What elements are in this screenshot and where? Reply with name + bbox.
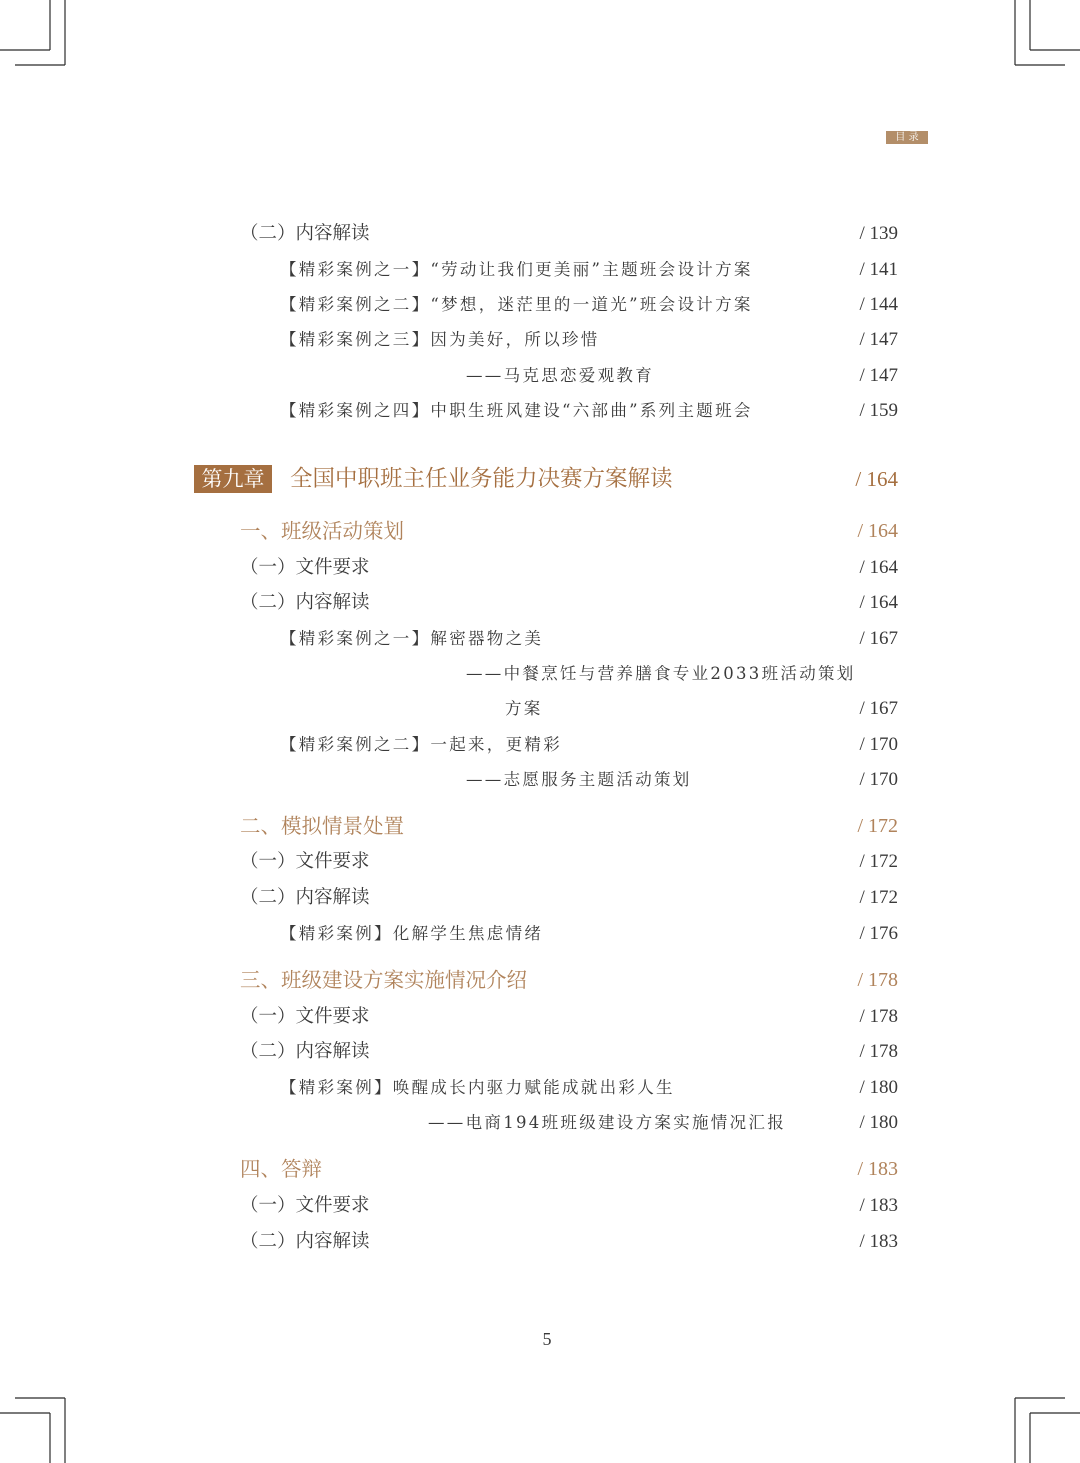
toc-entry: [0, 255, 1080, 285]
toc-entry-title: 【精彩案例之二】“梦想，迷茫里的一道光”班会设计方案: [280, 295, 753, 314]
toc-entry-page: / 172: [859, 851, 898, 872]
crop-mark-top-left: [0, 0, 65, 65]
toc-entry-title: 【精彩案例之三】因为美好，所以珍惜: [280, 330, 600, 349]
toc-entry: [0, 588, 1080, 618]
toc-entry-page: / 159: [859, 400, 898, 421]
section-title: 一、班级活动策划: [240, 519, 404, 543]
toc-entry-title: （一）文件要求: [240, 1195, 370, 1216]
toc-entry: [0, 694, 1080, 724]
toc-entry: [0, 1108, 1080, 1138]
crop-mark-top-right: [1015, 0, 1080, 65]
section-heading: [0, 811, 1080, 841]
section-page: / 164: [857, 520, 898, 542]
toc-entry-page: / 178: [859, 1041, 898, 1062]
toc-entry: [0, 624, 1080, 654]
toc-entry-page: / 141: [859, 259, 898, 280]
section-heading: [0, 965, 1080, 995]
section-page: / 178: [857, 969, 898, 991]
toc-entry: [0, 290, 1080, 320]
toc-entry-page: / 178: [859, 1006, 898, 1027]
toc-entry: [0, 1227, 1080, 1257]
toc-entry-page: / 139: [859, 223, 898, 244]
crop-mark-bottom-left: [0, 1398, 65, 1463]
page-number: 5: [542, 1329, 552, 1349]
toc-entry: [0, 553, 1080, 583]
toc-entry: [0, 396, 1080, 426]
toc-entry: [0, 847, 1080, 877]
toc-entry-subtitle-continued: 方案: [505, 699, 543, 718]
toc-entry-title: （二）内容解读: [240, 1231, 370, 1252]
toc-entry: [0, 919, 1080, 949]
toc-entry-title: 【精彩案例之一】“劳动让我们更美丽”主题班会设计方案: [280, 260, 753, 279]
toc-entry-title: （一）文件要求: [240, 851, 370, 872]
section-page: / 183: [857, 1158, 898, 1180]
toc-entry-page: / 170: [859, 769, 898, 790]
section-heading: [0, 1154, 1080, 1184]
toc-entry-title: 【精彩案例之一】解密器物之美: [280, 629, 544, 648]
toc-entry-page: / 147: [859, 365, 898, 386]
toc-entry-page: / 183: [859, 1195, 898, 1216]
toc-entry: [0, 1002, 1080, 1032]
toc-entry-page: / 176: [859, 923, 898, 944]
section-page: / 172: [857, 815, 898, 837]
chapter-page: / 164: [855, 467, 898, 491]
toc-entry-page: / 180: [859, 1077, 898, 1098]
section-title: 四、答辩: [240, 1157, 322, 1181]
toc-entry: [0, 883, 1080, 913]
toc-entry-page: / 147: [859, 329, 898, 350]
toc-entry: [0, 1191, 1080, 1221]
toc-entry-title: 【精彩案例】唤醒成长内驱力赋能成就出彩人生: [280, 1078, 675, 1097]
section-title: 三、班级建设方案实施情况介绍: [240, 968, 527, 992]
chapter-label-badge: 第九章: [194, 465, 272, 493]
toc-entry-subtitle: ——电商194班班级建设方案实施情况汇报: [428, 1113, 786, 1132]
toc-entry: [0, 219, 1080, 249]
toc-entry-title: （一）文件要求: [240, 557, 370, 578]
toc-entry-title: 【精彩案例之四】中职生班风建设“六部曲”系列主题班会: [280, 401, 753, 420]
section-title: 二、模拟情景处置: [240, 814, 404, 838]
section-heading: [0, 516, 1080, 546]
toc-entry: [0, 659, 1080, 689]
toc-entry-page: / 170: [859, 734, 898, 755]
toc-entry: [0, 1073, 1080, 1103]
running-header-badge: 目 录: [886, 131, 928, 144]
toc-entry: [0, 1037, 1080, 1067]
toc-entry-title: 【精彩案例】化解学生焦虑情绪: [280, 924, 544, 943]
toc-entry-page: / 144: [859, 294, 898, 315]
crop-mark-bottom-right: [1015, 1398, 1080, 1463]
toc-entry-subtitle: ——志愿服务主题活动策划: [466, 770, 692, 789]
toc-entry-title: 【精彩案例之二】一起来，更精彩: [280, 735, 562, 754]
toc-entry-title: （一）文件要求: [240, 1006, 370, 1027]
toc-entry-title: （二）内容解读: [240, 592, 370, 613]
toc-entry-page: / 167: [859, 628, 898, 649]
toc-entry-page: / 172: [859, 887, 898, 908]
toc-entry-subtitle: ——马克思恋爱观教育: [466, 366, 654, 385]
toc-entry-title: （二）内容解读: [240, 223, 370, 244]
toc-entry-subtitle: ——中餐烹饪与营养膳食专业2033班活动策划: [466, 664, 856, 683]
toc-entry-title: （二）内容解读: [240, 1041, 370, 1062]
toc-entry-page: / 164: [859, 592, 898, 613]
toc-entry-title: （二）内容解读: [240, 887, 370, 908]
toc-entry: [0, 730, 1080, 760]
toc-entry: [0, 325, 1080, 355]
toc-entry-page: / 167: [859, 698, 898, 719]
toc-entry-page: / 183: [859, 1231, 898, 1252]
toc-entry-page: / 164: [859, 557, 898, 578]
toc-entry: [0, 765, 1080, 795]
toc-entry: [0, 361, 1080, 391]
toc-entry-page: / 180: [859, 1112, 898, 1133]
chapter-title: 全国中职班主任业务能力决赛方案解读: [290, 466, 673, 492]
